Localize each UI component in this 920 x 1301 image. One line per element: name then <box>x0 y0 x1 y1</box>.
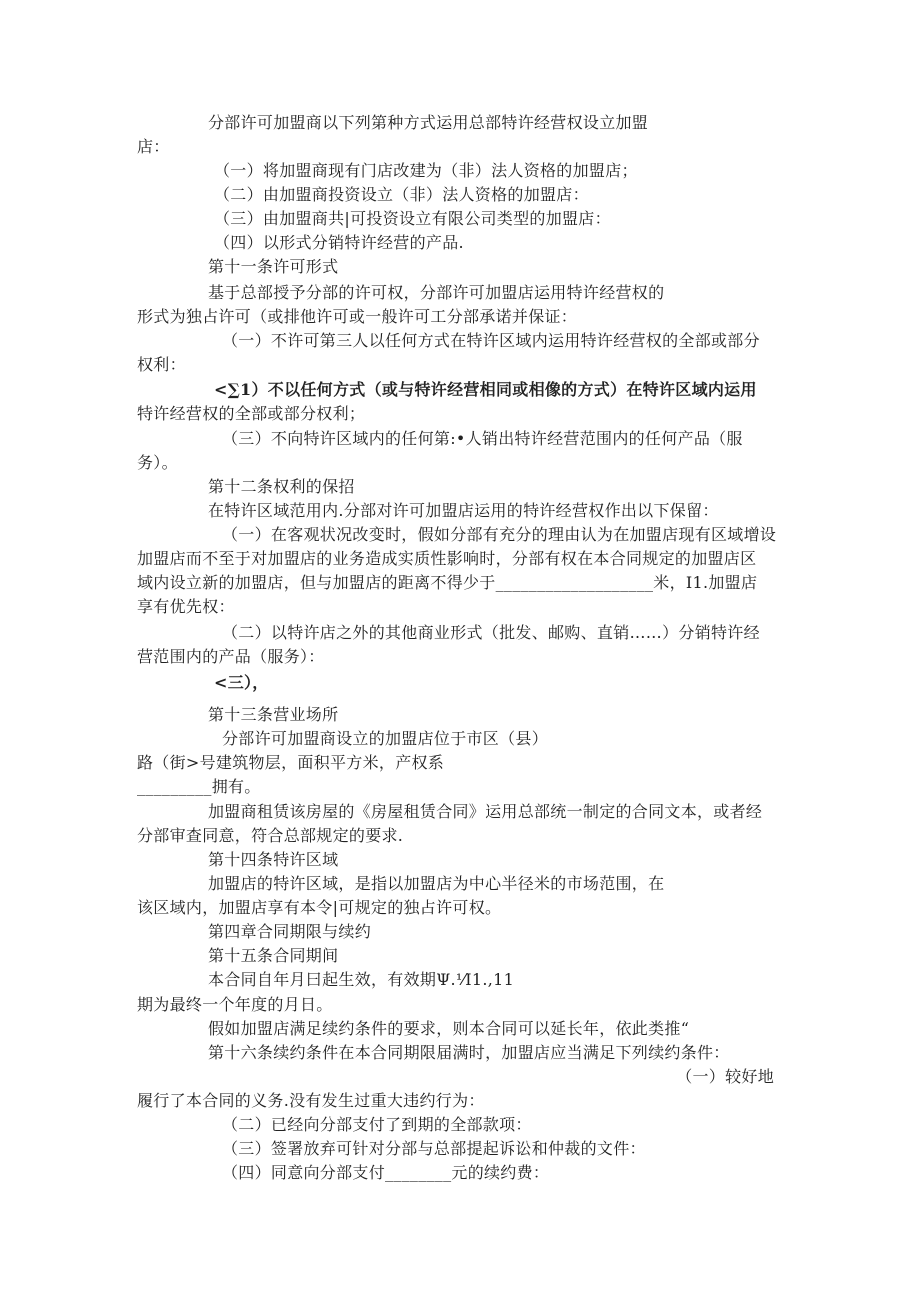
section-heading: 第十四条特许区域 <box>208 850 339 869</box>
text-line: 期为最终一个年度的月日。 <box>137 995 333 1014</box>
text-line: 营范围内的产品（服务）： <box>137 647 325 666</box>
text-line: 店： <box>137 137 170 156</box>
text-line: （二）已经向分部支付了到期的全部款项： <box>222 1115 532 1134</box>
text-line: （一）将加盟商现有门店改建为（非）法人资格的加盟店； <box>214 161 638 180</box>
text-line: 加盟商租赁该房屋的《房屋租赁合同》运用总部统一制定的合同文本，或者经 <box>208 802 763 821</box>
text-line: 域内设立新的加盟店，但与加盟店的距离不得少于___________________米，I1.加盟店 <box>137 573 758 592</box>
text-line: （二）以特许店之外的其他商业形式（批发、邮购、直销……）分销特许经 <box>222 623 760 642</box>
text-line: （二）由加盟商投资设立（非）法人资格的加盟店： <box>214 185 589 204</box>
text-line: 本合同自年月曰起生效，有效期Ψ.⅟I1.,11 <box>208 970 515 989</box>
text-line: 基于总部授予分部的许可权，分部许可加盟店运用特许经营权的 <box>208 283 665 302</box>
text-line: （三）签署放弃可针对分部与总部提起诉讼和仲裁的文件： <box>222 1139 646 1158</box>
text-line: （三）不向特许区域内的任何第:•人销出特许经营范围内的任何产品（服 <box>222 429 743 448</box>
text-line: 该区域内，加盟店享有本令|可规定的独占许可权。 <box>137 898 502 917</box>
text-line: _________拥有。 <box>137 777 261 796</box>
text-line: 分部许可加盟商设立的加盟店位于市区（县） <box>222 729 549 748</box>
text-line: 加盟店而不至于对加盟店的业务造成实质性影响时，分部有权在本合同规定的加盟店区 <box>137 549 757 568</box>
text-line: 履行了本合同的义务.没有发生过重大违约行为： <box>137 1091 485 1110</box>
text-line: 务）。 <box>137 453 178 472</box>
section-heading: 第十五条合同期间 <box>208 946 339 965</box>
text-line: （一）较好地 <box>676 1067 774 1086</box>
text-line: 权利： <box>137 355 186 374</box>
text-line: 特许经营权的全部或部分权利； <box>137 404 366 423</box>
text-line: 享有优先权： <box>137 597 235 616</box>
section-heading: 第十二条权利的保招 <box>208 477 355 496</box>
text-line: （一）不许可第三人以任何方式在特许区域内运用特许经营权的全部或部分 <box>222 331 760 350</box>
text-line: <三）， <box>214 673 269 692</box>
text-line: （四）同意向分部支付________元的续约费： <box>222 1163 550 1182</box>
text-line: 路（街>号建筑物层，面积平方米，产权系 <box>137 753 445 772</box>
text-line: （三）由加盟商共|可投资设立有限公司类型的加盟店： <box>214 209 611 228</box>
text-line: 假如加盟店满足续约条件的要求，则本合同可以延长年，依此类推“ <box>208 1019 690 1038</box>
section-heading: 第十三条营业场所 <box>208 705 339 724</box>
text-line: （一）在客观状况改变时，假如分部有充分的理由认为在加盟店现有区域增设 <box>222 525 777 544</box>
section-heading: 第十六条续约条件在本合同期限届满时，加盟店应当满足下列续约条件： <box>208 1043 730 1062</box>
text-line: （四）以形式分销特许经营的产品. <box>214 233 464 252</box>
text-line: 加盟店的特许区域，是指以加盟店为中心半径米的市场范围，在 <box>208 874 665 893</box>
chapter-heading: 第四章合同期限与续约 <box>208 922 372 941</box>
text-line: 分部审查同意，符合总部规定的要求. <box>137 826 404 845</box>
text-line: 分部许可加盟商以下列第种方式运用总部特许经营权设立加盟 <box>208 113 649 132</box>
text-line: 在特许区域范用内.分部对许可加盟店运用的特许经营权作出以下保留： <box>208 501 719 520</box>
section-heading: 第十一条许可形式 <box>208 257 339 276</box>
text-line: <∑1）不以任何方式（或与特许经营相同或相像的方式）在特许区域内运用 <box>214 380 757 399</box>
text-line: 形式为独占许可（或排他许可或一般许可工分部承诺并保证： <box>137 307 578 326</box>
